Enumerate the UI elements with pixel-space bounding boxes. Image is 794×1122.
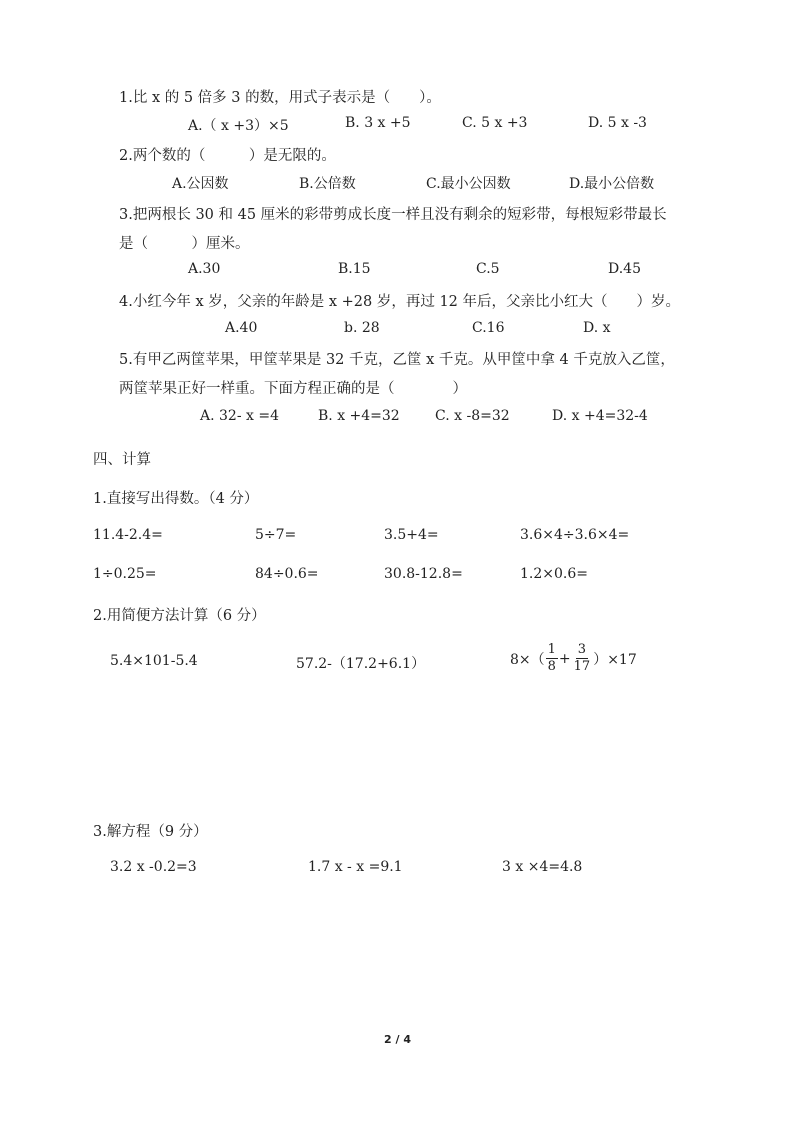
- q4-option-c: C.16: [472, 320, 505, 336]
- question-2-stem: 2.两个数的（ ）是无限的。: [119, 148, 336, 164]
- oral-calc-5: 1÷0.25=: [93, 566, 157, 582]
- part1-heading: 1.直接写出得数。（4 分）: [93, 491, 259, 507]
- q5-option-b: B. x +4=32: [318, 408, 400, 424]
- q2-option-b: B.公倍数: [299, 176, 356, 192]
- fraction-2-denominator: 17: [573, 659, 591, 674]
- simplify-item-2: 57.2-（17.2+6.1）: [296, 656, 426, 672]
- equation-2: 1.7 x - x =9.1: [308, 859, 403, 875]
- fraction-1-numerator: 1: [547, 642, 556, 657]
- frac-expr-suffix: ）×17: [593, 651, 637, 668]
- q3-option-b: B.15: [338, 261, 371, 277]
- part2-heading: 2.用简便方法计算（6 分）: [93, 608, 266, 624]
- q1-option-d: D. 5 x -3: [588, 115, 647, 131]
- fraction-1: [546, 643, 558, 674]
- q2-option-a: A.公因数: [172, 176, 229, 192]
- part3-heading: 3.解方程（9 分）: [93, 824, 208, 840]
- oral-calc-2: 5÷7=: [255, 527, 297, 543]
- oral-calc-3: 3.5+4=: [384, 527, 439, 543]
- question-3-stem-line2: 是（ ）厘米。: [119, 236, 250, 252]
- oral-calc-8: 1.2×0.6=: [520, 566, 588, 582]
- equation-1: 3.2 x -0.2=3: [110, 859, 197, 875]
- oral-calc-1: 11.4-2.4=: [93, 527, 163, 543]
- q5-option-d: D. x +4=32-4: [552, 408, 648, 424]
- q1-option-c: C. 5 x +3: [462, 115, 528, 131]
- q5-option-a: A. 32- x =4: [200, 408, 279, 424]
- q2-option-d: D.最小公倍数: [569, 176, 655, 192]
- q4-option-d: D. x: [583, 320, 611, 336]
- q4-option-a: A.40: [225, 320, 258, 336]
- fraction-2-numerator: 3: [577, 642, 587, 657]
- q1-option-b: B. 3 x +5: [345, 115, 411, 131]
- question-5-stem-line1: 5.有甲乙两筐苹果，甲筐苹果是 32 千克，乙筐 x 千克。从甲筐中拿 4 千克放入乙筐，: [119, 352, 675, 368]
- oral-calc-6: 84÷0.6=: [255, 566, 319, 582]
- question-3-stem-line1: 3.把两根长 30 和 45 厘米的彩带剪成长度一样且没有剩余的短彩带，每根短彩带最长: [119, 207, 667, 223]
- q3-option-c: C.5: [476, 261, 500, 277]
- oral-calc-4: 3.6×4÷3.6×4=: [520, 527, 630, 543]
- fraction-2: [572, 643, 593, 674]
- frac-expr-prefix: 8×（: [510, 651, 545, 668]
- frac-expr-plus: +: [558, 650, 571, 667]
- section-title: 四、计算: [93, 452, 151, 468]
- oral-calc-7: 30.8-12.8=: [384, 566, 463, 582]
- q4-option-b: b. 28: [344, 320, 380, 336]
- question-4-stem: 4.小红今年 x 岁，父亲的年龄是 x +28 岁，再过 12 年后，父亲比小红大（ ）岁。: [119, 294, 681, 310]
- q1-option-a: A.（ x +3）×5: [188, 118, 289, 134]
- equation-3: 3 x ×4=4.8: [502, 859, 583, 875]
- q3-option-a: A.30: [188, 261, 221, 277]
- question-1-stem: 1.比 x 的 5 倍多 3 的数，用式子表示是（ ）。: [119, 90, 441, 106]
- q5-option-c: C. x -8=32: [435, 408, 510, 424]
- fraction-1-denominator: 8: [547, 659, 556, 674]
- q2-option-c: C.最小公因数: [426, 176, 511, 192]
- simplify-item-3: [510, 643, 637, 674]
- page-number: 2 / 4: [384, 1033, 411, 1046]
- simplify-item-1: 5.4×101-5.4: [110, 653, 198, 669]
- question-5-stem-line2: 两筐苹果正好一样重。下面方程正确的是（ ）: [119, 381, 467, 397]
- q3-option-d: D.45: [608, 261, 641, 277]
